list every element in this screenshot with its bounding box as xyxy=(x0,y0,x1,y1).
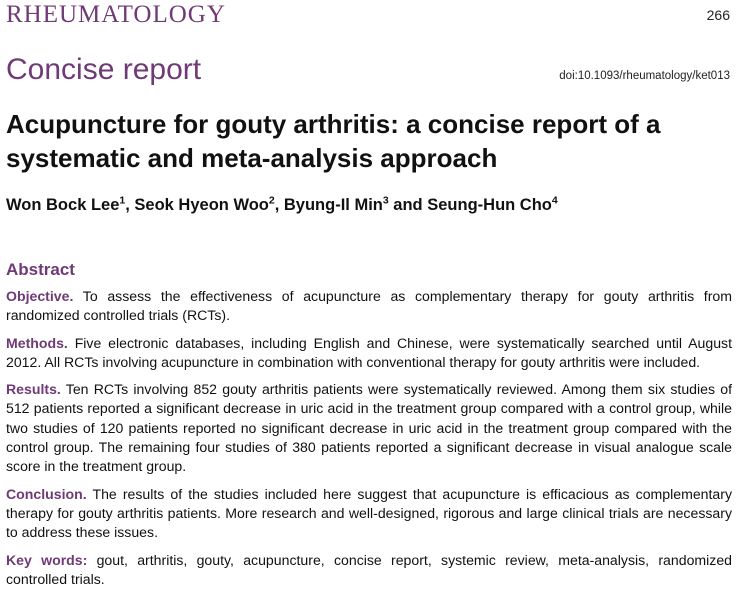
author-affiliation[interactable]: 2 xyxy=(268,194,275,207)
author-affiliation[interactable]: 1 xyxy=(119,194,126,207)
abstract-section-text: The results of the studies included here suggest that acupuncture is efficacious as complementary therapy for gouty arthritis patients. More research and well-designed, rigorous and large clinical trials are necessary to address these issues. xyxy=(6,485,732,541)
abstract-section-text: gout, arthritis, gouty, acupuncture, concise report, systemic review, meta-analysis, randomized controlled trials. xyxy=(6,551,733,587)
author-affiliation[interactable]: 3 xyxy=(382,194,389,207)
abstract-body xyxy=(6,287,732,597)
abstract-section-label: Conclusion. xyxy=(6,485,87,502)
page-number: 266 xyxy=(706,7,730,23)
abstract-keywords xyxy=(6,551,732,590)
abstract-heading: Abstract xyxy=(6,260,75,279)
abstract-section-label: Objective. xyxy=(6,288,74,304)
author-separator: , xyxy=(125,196,135,214)
abstract-section-text: Five electronic databases, including English and Chinese, were systematically searched until August 2012. All RCTs involving acupuncture in combination with conventional therapy for gouty arthritis were included. xyxy=(6,334,732,370)
abstract-section-label: Methods. xyxy=(6,334,68,351)
section-type: Concise report xyxy=(6,53,202,86)
author-list xyxy=(6,196,732,215)
author-affiliation[interactable]: 4 xyxy=(551,194,558,207)
abstract-objective xyxy=(6,287,732,326)
abstract-methods xyxy=(6,334,732,373)
author-name[interactable]: Byung-Il Min xyxy=(283,196,383,214)
author-name[interactable]: Won Bock Lee xyxy=(6,196,120,214)
author-name[interactable]: Seung-Hun Cho xyxy=(427,196,552,214)
abstract-section-label: Results. xyxy=(6,381,61,398)
author-name[interactable]: Seok Hyeon Woo xyxy=(134,196,269,214)
author-separator: , xyxy=(274,196,284,214)
abstract-conclusion xyxy=(6,485,732,543)
abstract-section-text: To assess the effectiveness of acupuncture as complementary therapy for gouty arthritis from randomized controlled trials (RCTs). xyxy=(6,288,732,324)
doi-link[interactable]: doi:10.1093/rheumatology/ket013 xyxy=(559,70,730,82)
abstract-results xyxy=(6,380,732,476)
author-conjunction: and xyxy=(388,196,428,214)
journal-name: RHEUMATOLOGY xyxy=(6,1,226,28)
abstract-section-text: Ten RCTs involving 852 gouty arthritis patients were systematically reviewed. Among them six studies of 512 patients reported a significant decrease in uric acid in the treatment group compared with a control group, while two studies of 120 patients reported no significant decrease in uric acid in the treatment group compared with the control group. The remaining four studies of 380 patients reported a significant decrease in visual analogue scale score in the treatment group. xyxy=(6,381,732,475)
journal-header xyxy=(6,0,732,30)
article-title: Acupuncture for gouty arthritis: a concise report of a systematic and meta-analysis approach xyxy=(6,109,661,173)
abstract-section-label: Key words: xyxy=(6,551,88,568)
section-type-row xyxy=(6,52,732,92)
